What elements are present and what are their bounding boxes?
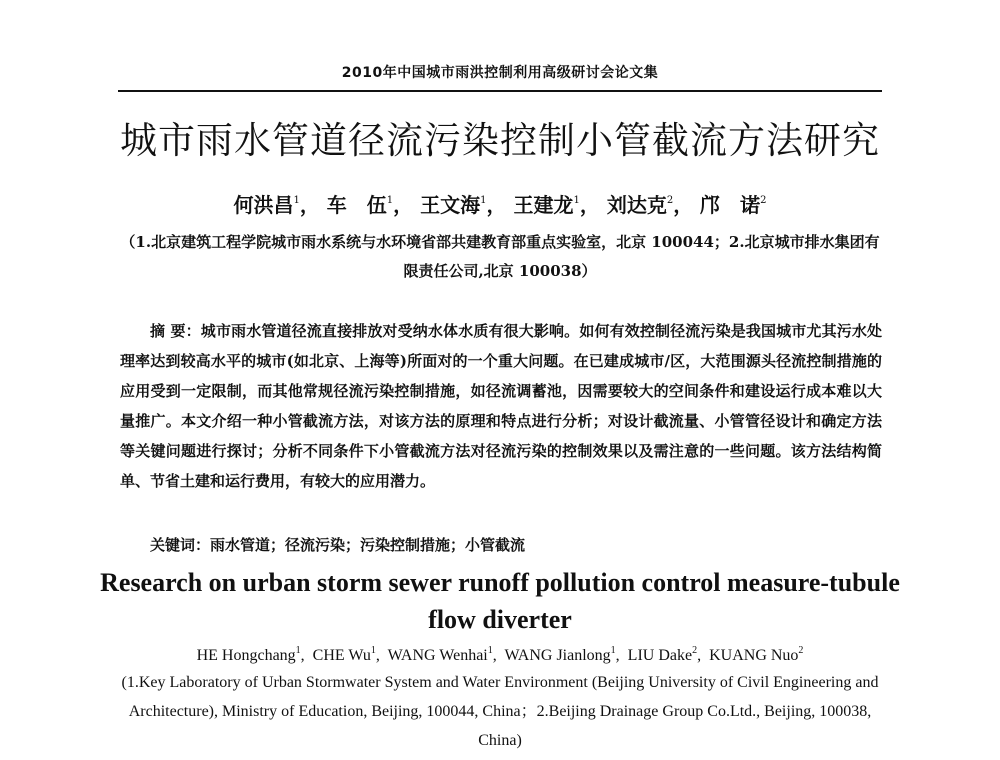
author-en: CHE Wu — [312, 647, 371, 664]
author-en: HE Hongchang — [196, 647, 296, 664]
title-english: Research on urban storm sewer runoff pollution control measure-tubule flow diverter — [100, 568, 900, 634]
author-affil-marker: 1 — [573, 195, 580, 206]
author-en: LIU Dake — [627, 647, 693, 664]
keywords-label: 关键词： — [150, 536, 211, 554]
affiliation-chinese: （1.北京建筑工程学院城市雨水系统与水环境省部共建教育部重点实验室，北京 100044；2.北京城市排水集团有限责任公司,北京 100038） — [120, 233, 880, 280]
author-affil-marker: 1 — [370, 645, 376, 656]
abstract-label: 摘 要： — [150, 322, 201, 340]
author-zh: 车 伍 — [326, 193, 387, 217]
abstract-text: 城市雨水管道径流直接排放对受纳水体水质有很大影响。如何有效控制径流污染是我国城市尤其污水处理率达到较高水平的城市(如北京、上海等)所面对的一个重大问题。在已建成城市/区，大范围源头径流控制措施的应用受到一定限制，而其他常规径流污染控制措施，如径流调蓄池，因需要较大的空间条件和建设运行成本难以大量推广。本文介绍一种小管截流方法，对该方法的原理和特点进行分析；对设计截流量、小管管径设计和确定方法等关键问题进行探讨；分析不同条件下小管截流方法对径流污染的控制效果以及需注意的一些问题。该方法结构简单、节省土建和运行费用，有较大的应用潜力。 — [120, 322, 882, 490]
author-zh: 王建龙 — [513, 193, 574, 217]
affiliation-english: (1.Key Laboratory of Urban Stormwater System and Water Environment (Beijing University of Civil Engineering and Architecture), Ministry of Education, Beijing, 100044, China；2.Beijing Drainage Group Co.Ltd., Beijing, 100038, China) — [121, 674, 879, 749]
abstract-chinese — [120, 316, 882, 496]
author-affil-marker: 2 — [760, 195, 767, 206]
author-en: WANG Wenhai — [387, 647, 488, 664]
header-rule — [118, 90, 882, 92]
author-zh: 刘达克 — [606, 193, 667, 217]
author-zh: 何洪昌 — [233, 193, 294, 217]
author-affil-marker: 1 — [295, 645, 301, 656]
author-affil-marker: 1 — [610, 645, 616, 656]
author-affil-marker: 1 — [293, 195, 300, 206]
author-zh: 邝 诺 — [700, 193, 761, 217]
author-affil-marker: 1 — [480, 195, 487, 206]
running-head: 2010年中国城市雨洪控制利用高级研讨会论文集 — [341, 65, 659, 81]
authors-chinese: 何洪昌$^1$， 车 伍$^1$， 王文海$^1$， 王建龙$^1$， 刘达克$^2$， 邝 诺$^2$ — [233, 193, 767, 217]
author-affil-marker: 2 — [798, 645, 804, 656]
author-affil-marker: 2 — [666, 195, 674, 206]
keywords-chinese — [150, 530, 880, 560]
author-affil-marker: 2 — [692, 645, 698, 656]
author-en: KUANG Nuo — [709, 647, 799, 664]
author-affil-marker: 1 — [386, 195, 394, 206]
author-zh: 王文海 — [420, 193, 481, 217]
author-affil-marker: 1 — [487, 645, 493, 656]
title-chinese: 城市雨水管道径流污染控制小管截流方法研究 — [120, 119, 880, 162]
authors-english: HE Hongchang$^1$, CHE Wu$^1$, WANG Wenhai$^1$, WANG Jianlong$^1$, LIU Dake$^2$, KUANG Nuo$^2$ — [196, 645, 804, 664]
author-en: WANG Jianlong — [504, 647, 611, 664]
keywords-text: 雨水管道；径流污染；污染控制措施；小管截流 — [210, 536, 526, 554]
